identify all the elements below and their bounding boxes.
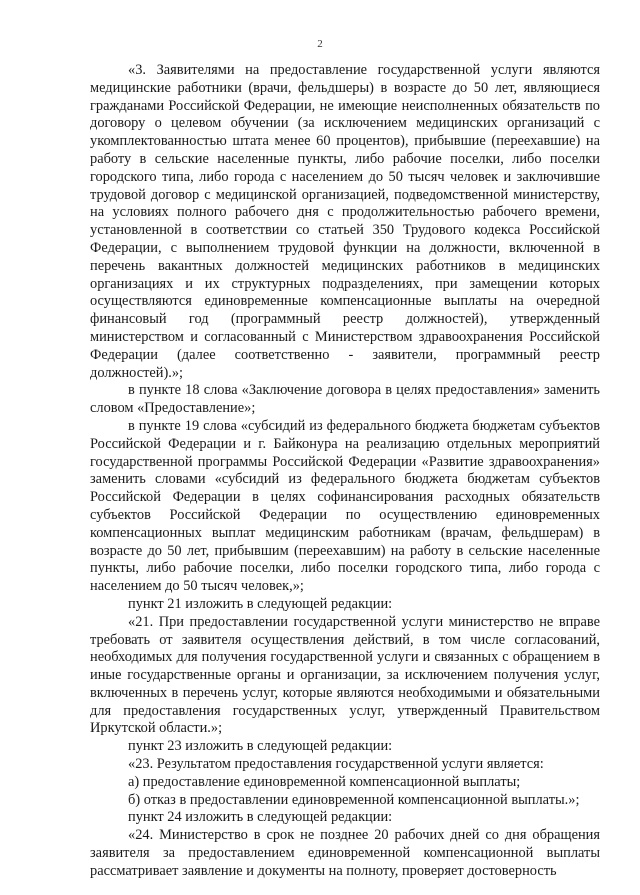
paragraph-item-23: «23. Результатом предоставления государственной услуги является: <box>128 756 544 773</box>
paragraph-point-23-intro: пункт 23 изложить в следующей редакции: <box>128 738 393 755</box>
paragraph-point-21-intro: пункт 21 изложить в следующей редакции: <box>128 595 393 612</box>
paragraph-item-3: «3. Заявителями на предоставление государственной услуги являются медицинские работники (врачи, фельдшеры) в возрасте до 50 лет, являющиеся гражданами Российской Федерации, не имеющие неисполненных обязательств по договору о целевом обучении (за исключением медицинских организаций с укомплектованностью штата менее 60 процентов), прибывшие (переехавшие) на работу в сельские населенные пункты, либо рабочие поселки, либо поселки городского типа, либо города с населением до 50 тысяч человек и заключившие трудовой договор с медицинской организацией, подведомственной министерству, на условиях полного рабочего дня с продолжительностью рабочего времени, установленной в соответствии со статьей 350 Трудового кодекса Российской Федерации, с выполнением трудовой функции на должности, включенной в перечень вакантных должностей медицинских работников в медицинских организациях и их структурных подразделениях, при замещении которых осуществляются единовременные компенсационные выплаты на очередной финансовый год (программный реестр должностей), утвержденный министерством и согласованный с Министерством здравоохранения Российской Федерации (далее соответственно - заявители, программный реестр должностей).»; <box>90 62 600 381</box>
paragraph-item-23-a: а) предоставление единовременной компенсационной выплаты; <box>128 773 521 790</box>
paragraph-item-23-b: б) отказ в предоставлении единовременной компенсационной выплаты.»; <box>128 791 580 808</box>
paragraph-point-24-intro: пункт 24 изложить в следующей редакции: <box>128 809 393 826</box>
page-number: 2 <box>317 38 323 50</box>
paragraph-item-21: «21. При предоставлении государственной услуги министерство не вправе требовать от заявителя осуществления действий, в том числе согласований, необходимых для получения государственной услуги и связанных с обращением в иные государственные органы и организации, за исключением получения услуг, включенных в перечень услуг, которые являются необходимыми и обязательными для предоставления государственных услуг, утвержденный Правительством Иркутской области.»; <box>90 613 600 737</box>
paragraph-item-24: «24. Министерство в срок не позднее 20 рабочих дней со дня обращения заявителя за предоставлением единовременной компенсационной выплаты рассматривает заявление и документы на полноту, проверяет достоверность <box>90 827 600 879</box>
paragraph-point-19: в пункте 19 слова «субсидий из федерального бюджета бюджетам субъектов Российской Федерации и г. Байконура на реализацию отдельных мероприятий государственной программы Российской Федерации «Развитие здравоохранения» заменить словами «субсидий из федерального бюджета бюджетам субъектов Российской Федерации в целях софинансирования расходных обязательств субъектов Российской Федерации по осуществлению единовременных компенсационных выплат медицинским работникам (врачам, фельдшерам) в возрасте до 50 лет, прибывшим (переехавшим) на работу в сельские населенные пункты, либо рабочие поселки, либо поселки городского типа, либо города с населением до 50 тысяч человек,»; <box>90 417 600 595</box>
paragraph-point-18: в пункте 18 слова «Заключение договора в целях предоставления» заменить словом «Предоставление»; <box>90 382 600 417</box>
document-body <box>90 62 600 881</box>
